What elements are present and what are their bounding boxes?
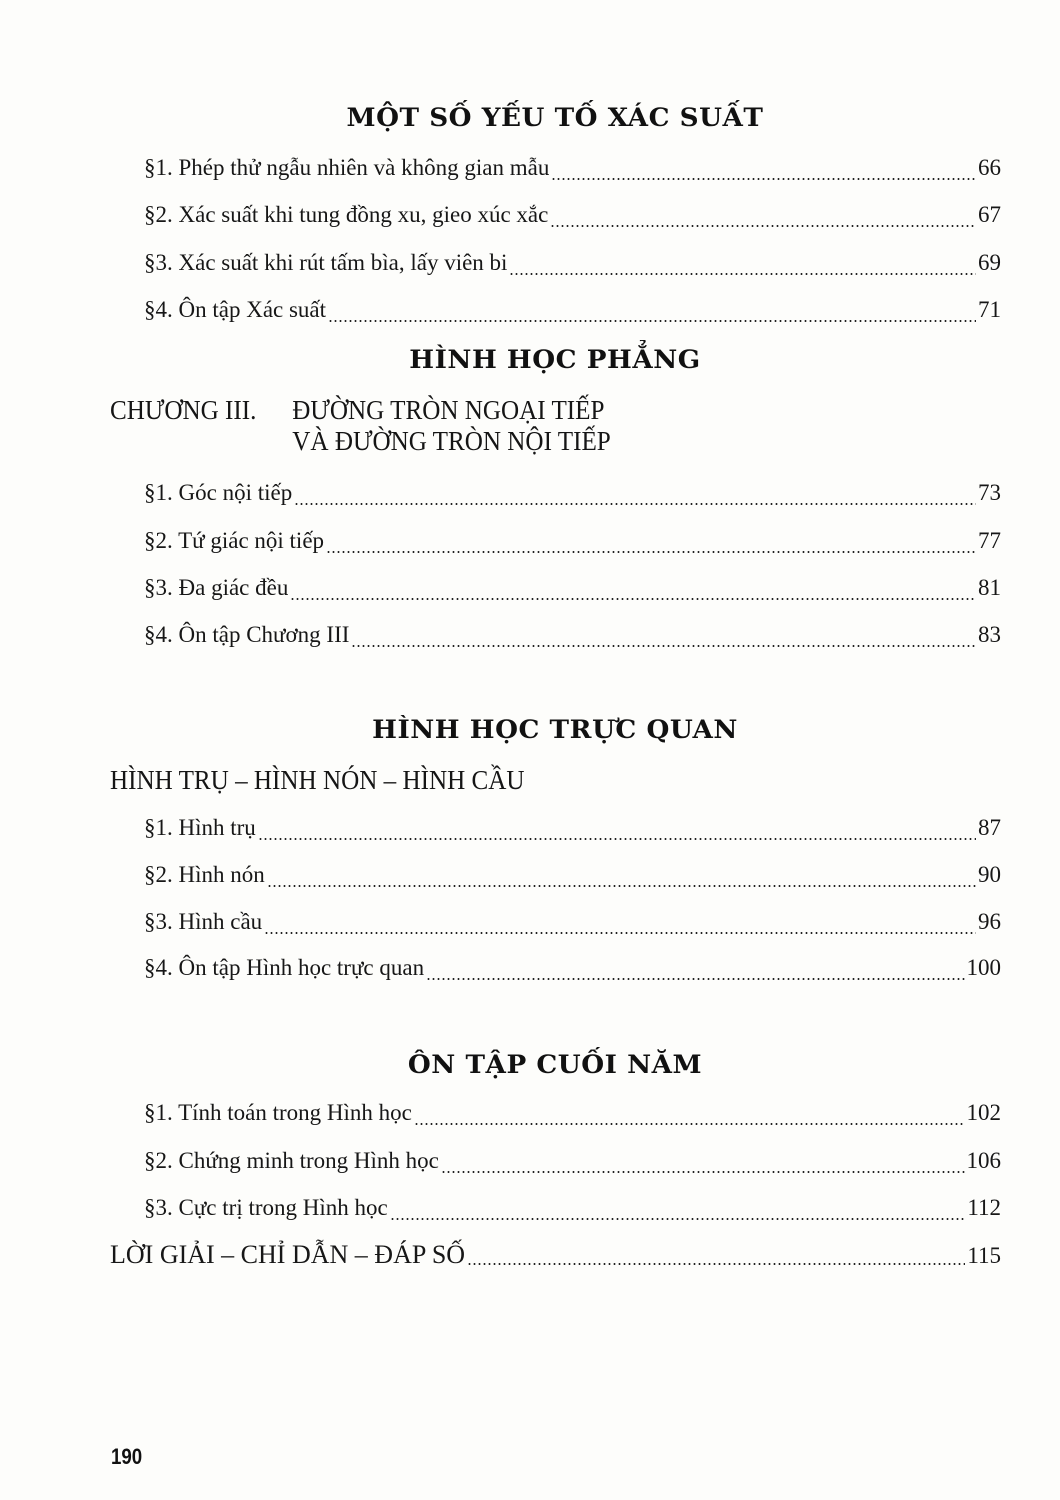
toc-entry[interactable] [144, 202, 1001, 234]
entry-page: 112 [967, 1195, 1001, 1220]
dot-leader [267, 885, 976, 887]
dot-leader [328, 320, 976, 322]
toc-entry[interactable] [144, 622, 1001, 654]
entry-label: §3. Hình cầu [144, 909, 263, 934]
toc-entry[interactable] [144, 297, 1001, 329]
entry-page: 102 [966, 1100, 1001, 1125]
dot-leader [294, 503, 976, 505]
entry-label: §4. Ôn tập Hình học trực quan [144, 955, 425, 980]
entry-label: LỜI GIẢI – CHỈ DẪN – ĐÁP SỐ [110, 1240, 466, 1269]
chapter-title-line1: ĐƯỜNG TRÒN NGOẠI TIẾP [292, 395, 605, 425]
entry-page: 73 [978, 480, 1001, 505]
toc-entry[interactable] [144, 250, 1001, 282]
part-title: MỘT SỐ YẾU TỐ XÁC SUẤT [346, 103, 764, 132]
toc-entry[interactable] [144, 955, 1001, 987]
entry-label: §2. Hình nón [144, 862, 265, 887]
chapter-title-line1: HÌNH TRỤ – HÌNH NÓN – HÌNH CẦU [110, 765, 525, 795]
entry-label: §2. Xác suất khi tung đồng xu, gieo xúc xắc [144, 202, 549, 227]
toc-entry-answers[interactable] [110, 1240, 1001, 1272]
dot-leader [550, 225, 976, 227]
part-title: HÌNH HỌC PHẲNG [409, 345, 701, 374]
toc-entry[interactable] [144, 155, 1001, 187]
entry-page: 67 [978, 202, 1001, 227]
toc-entry[interactable] [144, 1148, 1001, 1180]
page-number: 190 [111, 1444, 143, 1469]
entry-page: 90 [978, 862, 1001, 887]
part-title: ÔN TẬP CUỐI NĂM [407, 1050, 703, 1079]
entry-page: 87 [978, 815, 1001, 840]
toc-entry[interactable] [144, 528, 1001, 560]
dot-leader [351, 645, 976, 647]
entry-label: §1. Góc nội tiếp [144, 480, 293, 505]
part-title: HÌNH HỌC TRỰC QUAN [372, 715, 738, 744]
entry-page: 81 [978, 575, 1001, 600]
entry-page: 100 [966, 955, 1001, 980]
toc-entry[interactable] [144, 1100, 1001, 1132]
chapter-title-line2: VÀ ĐƯỜNG TRÒN NỘI TIẾP [292, 426, 611, 456]
entry-label: §1. Hình trụ [144, 815, 256, 840]
entry-page: 106 [966, 1148, 1001, 1173]
dot-leader [390, 1218, 966, 1220]
entry-label: §3. Đa giác đều [144, 575, 289, 600]
entry-label: §2. Chứng minh trong Hình học [144, 1148, 439, 1173]
toc-entry[interactable] [144, 480, 1001, 512]
dot-leader [290, 598, 976, 600]
dot-leader [258, 838, 976, 840]
entry-label: §3. Cực trị trong Hình học [144, 1195, 388, 1220]
toc-entry[interactable] [144, 575, 1001, 607]
entry-label: §1. Phép thử ngẫu nhiên và không gian mẫu [144, 155, 550, 180]
chapter-label: CHƯƠNG III. [110, 395, 257, 425]
chapter-heading [110, 765, 525, 796]
entry-page: 66 [978, 155, 1001, 180]
entry-page: 115 [967, 1243, 1001, 1268]
dot-leader [551, 178, 976, 180]
entry-label: §4. Ôn tập Xác suất [144, 297, 327, 322]
dot-leader [426, 978, 964, 980]
dot-leader [441, 1171, 965, 1173]
chapter-heading [110, 395, 611, 457]
dot-leader [264, 932, 976, 934]
entry-label: §3. Xác suất khi rút tấm bìa, lấy viên bi [144, 250, 508, 275]
entry-page: 69 [978, 250, 1001, 275]
dot-leader [509, 273, 976, 275]
entry-page: 83 [978, 622, 1001, 647]
toc-entry[interactable] [144, 862, 1001, 894]
entry-page: 77 [978, 528, 1001, 553]
toc-entry[interactable] [144, 909, 1001, 941]
entry-page: 96 [978, 909, 1001, 934]
entry-page: 71 [978, 297, 1001, 322]
dot-leader [326, 551, 976, 553]
entry-label: §2. Tứ giác nội tiếp [144, 528, 325, 553]
toc-entry[interactable] [144, 815, 1001, 847]
entry-label: §4. Ôn tập Chương III [144, 622, 350, 647]
entry-label: §1. Tính toán trong Hình học [144, 1100, 412, 1125]
toc-entry[interactable] [144, 1195, 1001, 1227]
dot-leader [414, 1123, 965, 1125]
dot-leader [467, 1263, 965, 1265]
